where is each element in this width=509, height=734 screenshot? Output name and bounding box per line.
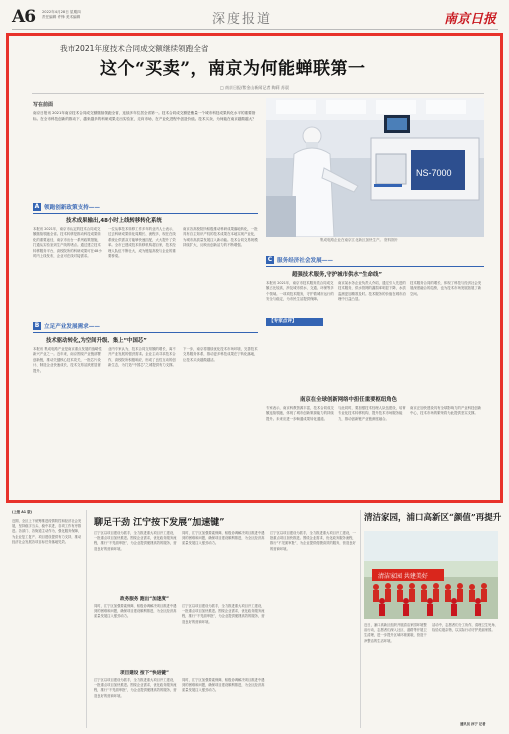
section-a-col2: 一位从事技术转移工作多年的业内人士表示，过去科研成果转化周期长、流程多，现在在线系统让供需双方能够快速匹配，大大提升了效率。全市已建成技术转移机构超百家，技术经理人队伍不断壮大，成为链接高校与企业的重要桥梁。	[108, 227, 176, 259]
lab-photo	[266, 98, 484, 237]
machine-label: NS-7000	[416, 168, 452, 178]
section-a-col3: 南京各高校院所积极推动科研成果落地转化，一批具有自主知识产权的技术成果在本地实现产业化，为城市高质量发展注入新动能。技术合同交易规模持续扩大，反映出创新活力的不断增强。	[183, 227, 258, 248]
lower-mid-text-b: 同时，江宁区加强要素保障，积极协调解决项目推进中遇到的困难和问题，确保项目建设顺利推进，为全区经济高质量发展注入强劲动力。	[182, 531, 265, 546]
volunteers-photo	[364, 531, 498, 619]
lower-mid-text-c: 同时，江宁区加强要素保障，积极协调解决项目推进中遇到的困难和问题，确保项目建设顺利推进，为全区经济高质量发展注入强劲动力。	[94, 604, 177, 619]
column-divider-2	[360, 510, 361, 728]
header-date-line: 2022年4月28日 星期四	[42, 10, 81, 14]
section-a-letter: A	[34, 203, 40, 210]
page-number: A6	[12, 7, 36, 27]
section-c-col1-cont	[266, 330, 334, 382]
section-c-col1: 本报讯 2021年，南京市技术服务类合同成交额占比较高，涉及城市供水、交通、环保等多个领域。一项项技术服务，守护着城市运行的安全与稳定，为市民生活提供保障。	[266, 281, 334, 302]
volunteers-illustration	[364, 531, 498, 619]
section-name: 深度报道	[212, 12, 273, 27]
section-c-header	[266, 256, 484, 265]
lab-photo-illustration	[266, 98, 484, 237]
section-a-header	[33, 203, 258, 212]
section-c-col3: 技术服务合同的增长，体现了科技与经济社会发展深度融合的趋势，也为技术市场发展拓展了新空间。	[410, 281, 482, 296]
intro-label: 写在前面	[33, 102, 54, 108]
lower-mid-text-e: 江宁区以项目建设为抓手，全力推进重大项目开工建设，一批重点项目加快推进。围绕企业需求，优化政务服务流程，推行“不见面审批”，为企业提供便捷高效的服务，营造良好的营商环境。	[94, 678, 177, 698]
lower-mid-headline: 聊足干劲 江宁按下发展“加速键”	[94, 518, 225, 528]
lower-mid-subhead-2: 项目建设 按下“快进键”	[120, 671, 169, 676]
lower-mid-text-g: 江宁区以项目建设为抓手，全力推进重大项目开工建设，一批重点项目加快推进。围绕企业需求，优化政务服务流程，推行“不见面审批”，为企业提供便捷高效的服务，营造良好的营商环境。	[270, 531, 356, 551]
section-d-col3: 南京正加快建设具有全球影响力的产业科技创新中心，技术市场的繁荣将为此提供坚实支撑。	[410, 406, 482, 416]
article-lead: 南京日报讯 2021年南京技术合同成交额继续领跑全省，连续多年位居全省第一。技术合同成交额是衡量一个城市科技成果转化水平的重要指标。在全市科技创新的推动下，越来越多的科研成果走出实验室，走向市场，在产业化进程中创造价值。技术买卖，为何能在南京越做越大？	[33, 111, 256, 122]
section-d-subhead: 南京在全球创新网络中担任重要枢纽角色	[300, 397, 398, 403]
section-b-subhead: 技术驱动转化,为空间升级、集上“中国芯”	[46, 338, 147, 344]
lower-right-headline: 清洁家园，浦口高新区“颜值”再提升	[364, 513, 502, 523]
section-c-letter: C	[267, 256, 273, 263]
lower-mid-text-a: 江宁区以项目建设为抓手，全力推进重大项目开工建设，一批重点项目加快推进。围绕企业需求，优化政务服务流程，推行“不见面审批”，为企业提供便捷高效的服务，营造良好的营商环境。	[94, 531, 177, 551]
banner-text: 清洁家园 共建美好	[378, 573, 428, 580]
lower-right-text-b: 活动中，志愿者们分工协作，清理卫生死角、捡拾垃圾杂物，以实际行动守护美丽家园。	[432, 623, 498, 633]
header-editor-line: 责任编辑 许锋 美术编辑	[42, 15, 81, 19]
section-a-subhead: 技术成果输出,48小时上线转移转化系统	[66, 218, 162, 224]
section-b-header	[33, 322, 258, 331]
masthead-logo: 南京日报	[443, 12, 496, 27]
header-rule	[12, 29, 498, 30]
lower-mid-text-d: 江宁区以项目建设为抓手，全力推进重大项目开工建设，一批重点项目加快推进。围绕企业需求，优化政务服务流程，推行“不见面审批”，为企业提供便捷高效的服务，营造良好的营商环境。	[182, 604, 265, 624]
section-b-col1: 本报讯 集成电路产业是南京重点发展的战略性新兴产业之一。近年来，南京围绕产业链部署创新链，推动关键核心技术攻关，一批芯片设计、制造企业快速成长，技术交易活跃度显著提升。	[33, 347, 102, 373]
section-a-title: 领跑创新政策支持——	[44, 205, 100, 211]
section-b-letter: B	[34, 322, 40, 329]
section-c-col2: 南京某水务企业负责人介绍，通过引入先进的技术服务，供水管网的漏损率明显下降，水质监测更加精准及时。技术服务的价值在城市治理中日益凸显。	[338, 281, 406, 302]
section-b-rule	[33, 332, 258, 333]
headline-rule	[32, 93, 484, 94]
lower-right-text-a: 近日，浦口高新区组织开展清洁家园环境整治行动，志愿者们深入社区、道路等开展卫生清理，进一步提升区域环境面貌，营造干净整洁的生活环境。	[364, 623, 427, 643]
lower-mid-text-f: 同时，江宁区加强要素保障，积极协调解决项目推进中遇到的困难和问题，确保项目建设顺利推进，为全区经济高质量发展注入强劲动力。	[182, 678, 265, 693]
lower-left-text: 近期，全区上下统筹推进疫情防控和经济社会发展，坚持稳字当头、稳中求进，各项工作有序推进。各部门、各街道主动作为，强化服务保障，为企业复工复产、项目建设提供有力支持，推动经济社会发展各项目标任务落地见效。	[12, 519, 82, 544]
section-c-title: 服务经济社会发展——	[277, 258, 333, 264]
photo-caption: 集成电路企业在南京江北新区加快生产。 资料图片	[320, 238, 399, 242]
lower-right-signature: 通讯员 孙宁 记者	[460, 722, 486, 726]
section-d-col1: 专家表示，南京科教资源丰富，技术合同成交额连续领跑，体现了城市创新策源能力的持续提升。未来应进一步畅通成果转化通道。	[266, 406, 334, 421]
column-divider	[86, 510, 87, 728]
lower-left-jump-head: (上接 A1 版)	[12, 510, 33, 514]
section-a-rule	[33, 213, 258, 214]
section-b-col2: 业内专家认为，技术合同交易额的增长，离不开产业发展的强劲需求。企业主动寻求技术合作，高校院所积极响应，形成了良性互动的创新生态，为打造“中国芯”之城提供有力支撑。	[108, 347, 176, 368]
section-b-col3: 下一步，南京将继续优化技术市场环境，完善技术交易服务体系，推动更多科技成果在宁转化落地，让技术买卖越做越活。	[183, 347, 258, 362]
header-date	[42, 10, 81, 20]
section-d-col2: 与此同时，要加强技术经理人队伍建设，培育专业化技术转移机构，提升技术市场服务能力，推动创新链产业链深度融合。	[338, 406, 406, 421]
expert-comment-tag: 【专家点评】	[266, 318, 323, 326]
section-c-rule	[266, 266, 484, 267]
section-b-title: 立足产业发展需求——	[44, 324, 100, 330]
page-header	[12, 6, 498, 28]
article-headline: 这个“买卖”，南京为何能蝉联第一	[100, 59, 366, 79]
article-kicker: 我市2021年度技术合同成交额继续领跑全省	[60, 44, 209, 53]
article-byline: □ 南京日报/紫金山新闻记者 陶莉 苏晨	[220, 85, 289, 90]
section-c-subhead: 超强技术服务,守护城市供水“生命线”	[292, 272, 382, 278]
lower-mid-subhead-1: 政务服务 跑出“加速度”	[120, 597, 169, 602]
section-a-col1: 本报讯 2021年，南京市认定的技术合同成交额继续领跑全省。技术转移是推动科技成果转化的重要途径，南京市出台一系列政策措施，打通从实验室到生产线的堵点。通过建立技术转移服务平台，高校院所的科研成果可在48小时内上线发布，企业可在线对接需求。	[33, 227, 102, 259]
